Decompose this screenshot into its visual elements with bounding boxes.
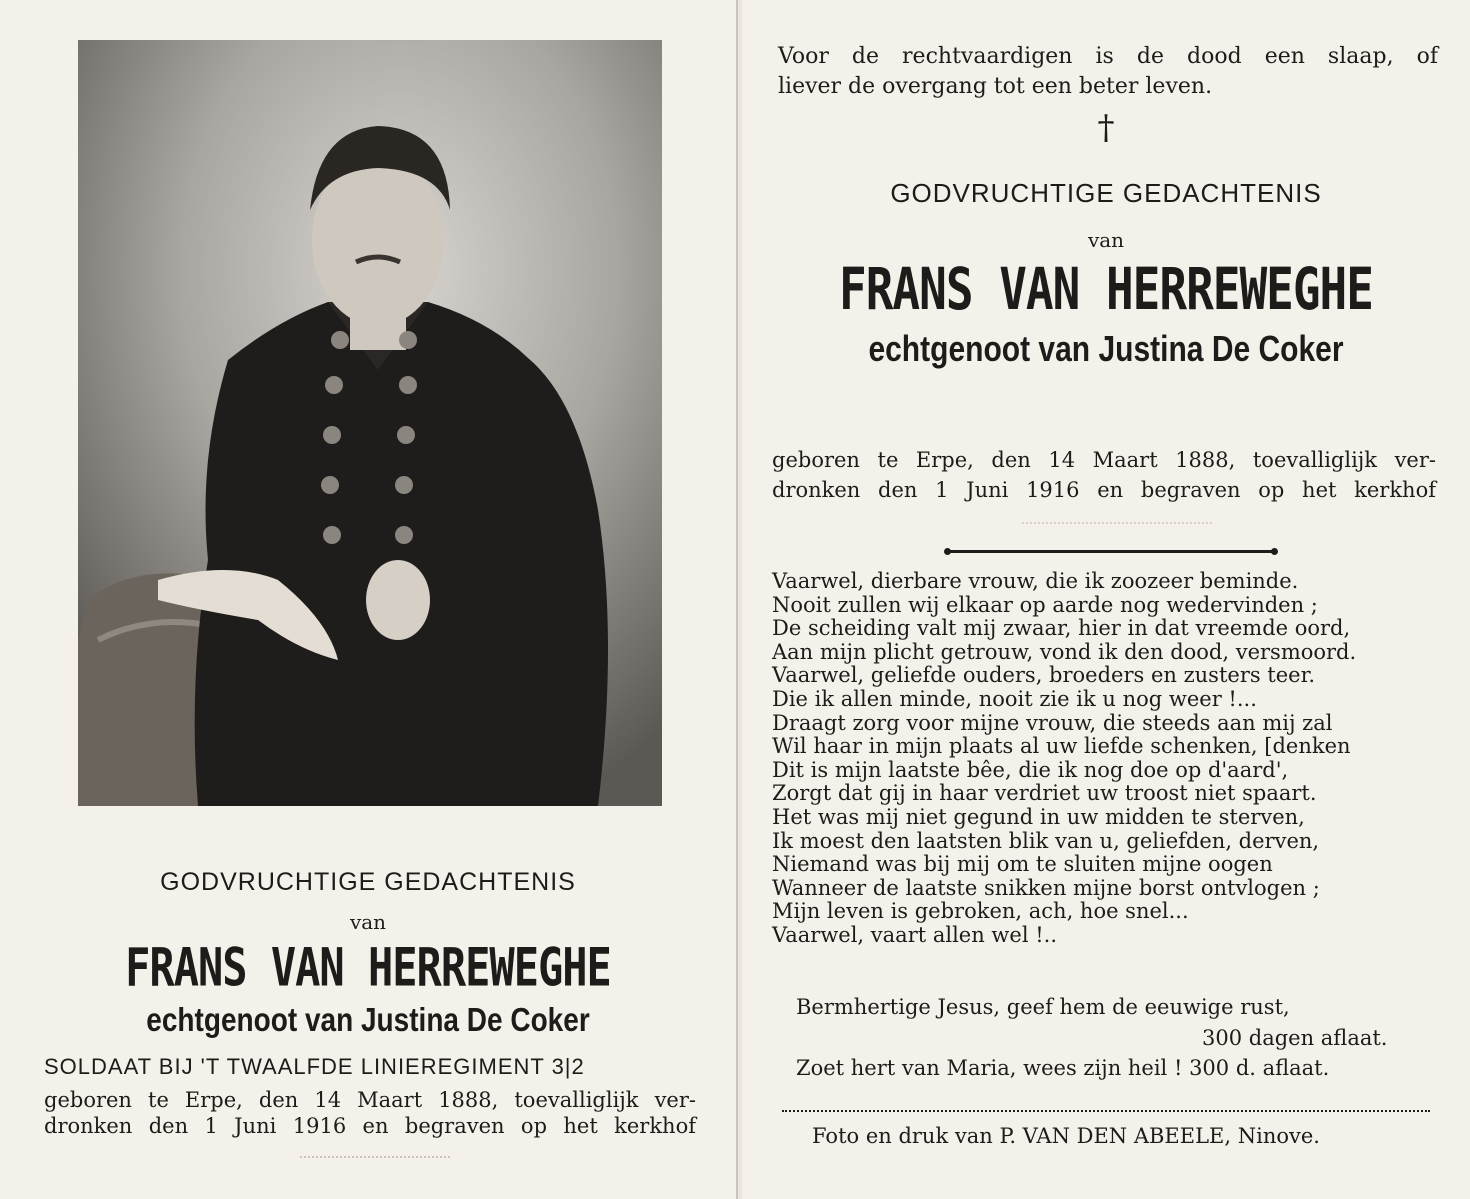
spouse-line: echtgenoot van Justina De Coker [146,1000,590,1038]
poem-line: Vaarwel, geliefde ouders, broeders en zusters teer. [772,663,1316,688]
poem-line: Draagt zorg voor mijne vrouw, die steeds aan mij zal [772,710,1333,735]
prayer-line-2: Zoet hert van Maria, wees zijn heil ! 300 d. aflaat. [796,1056,1330,1080]
poem-line: Het was mij niet gegund in uw midden te sterven, [772,804,1305,829]
poem-line: Wil haar in mijn plaats al uw liefde schenken, [denken [772,734,1351,759]
faded-text-mark [1022,508,1212,524]
right-card [742,0,1470,1199]
van-word: van [1087,228,1125,252]
van-word: van [349,910,387,934]
poem-line: De scheiding valt mij zwaar, hier in dat vreemde oord, [772,616,1351,641]
poem-line: Die ik allen minde, nooit zie ik u nog weer !... [772,686,1257,711]
spouse-line: echtgenoot van Justina De Coker [868,329,1344,370]
birth-death-line-2: dronken den 1 Juni 1916 en begraven op het kerkhof [44,1114,696,1138]
poem-line: Mijn leven is gebroken, ach, hoe snel... [772,899,1189,924]
portrait-photo [78,40,662,806]
scripture-quote-line-1: Voor de rechtvaardigen is de dood een slaap, of [778,44,1438,69]
cross-icon: † [1097,108,1115,148]
soldier-portrait-icon [78,40,662,806]
prayer-line-1: Bermhertige Jesus, geef hem de eeuwige rust, [796,995,1290,1019]
poem-line: Nooit zullen wij elkaar op aarde nog wedervinden ; [772,592,1318,617]
farewell-poem [772,570,1442,948]
poem-line: Zorgt dat gij in haar verdriet uw troost niet spaart. [772,781,1317,806]
poem-line: Ik moest den laatsten blik van u, geliefden, derven, [772,828,1320,853]
poem-line: Vaarwel, dierbare vrouw, die ik zoozeer beminde. [772,569,1299,593]
faded-text-mark [300,1142,450,1158]
scripture-quote-line-2: liever de overgang tot een beter leven. [778,74,1213,99]
poem-line: Dit is mijn laatste bêe, die ik nog doe op d'aard', [772,757,1289,782]
birth-death-line-2: dronken den 1 Juni 1916 en begraven op het kerkhof [772,478,1436,502]
poem-line: Aan mijn plicht getrouw, vond ik den dood, versmoord. [772,639,1357,664]
printer-credit: Foto en druk van P. VAN DEN ABEELE, Ninove. [812,1124,1320,1148]
poem-line: Niemand was bij mij om te sluiten mijne oogen [772,852,1273,877]
poem-line: Vaarwel, vaart allen wel !.. [772,922,1058,947]
memorial-heading: GODVRUCHTIGE GEDACHTENIS [890,178,1322,208]
ornamental-divider [948,550,1274,553]
deceased-name: FRANS VAN HERREWEGHE [839,255,1373,323]
dotted-rule [782,1110,1430,1112]
birth-death-line-1: geboren te Erpe, den 14 Maart 1888, toevalliglijk ver- [772,448,1436,472]
memorial-heading: GODVRUCHTIGE GEDACHTENIS [160,868,576,896]
birth-death-line-1: geboren te Erpe, den 14 Maart 1888, toevalliglijk ver- [44,1088,696,1112]
indulgence-line: 300 dagen aflaat. [1202,1026,1388,1050]
deceased-name: FRANS VAN HERREWEGHE [125,936,611,999]
poem-line: Wanneer de laatste snikken mijne borst ontvlogen ; [772,875,1320,900]
regiment-line: SOLDAAT BIJ 'T TWAALFDE LINIEREGIMENT 3|2 [44,1054,585,1079]
